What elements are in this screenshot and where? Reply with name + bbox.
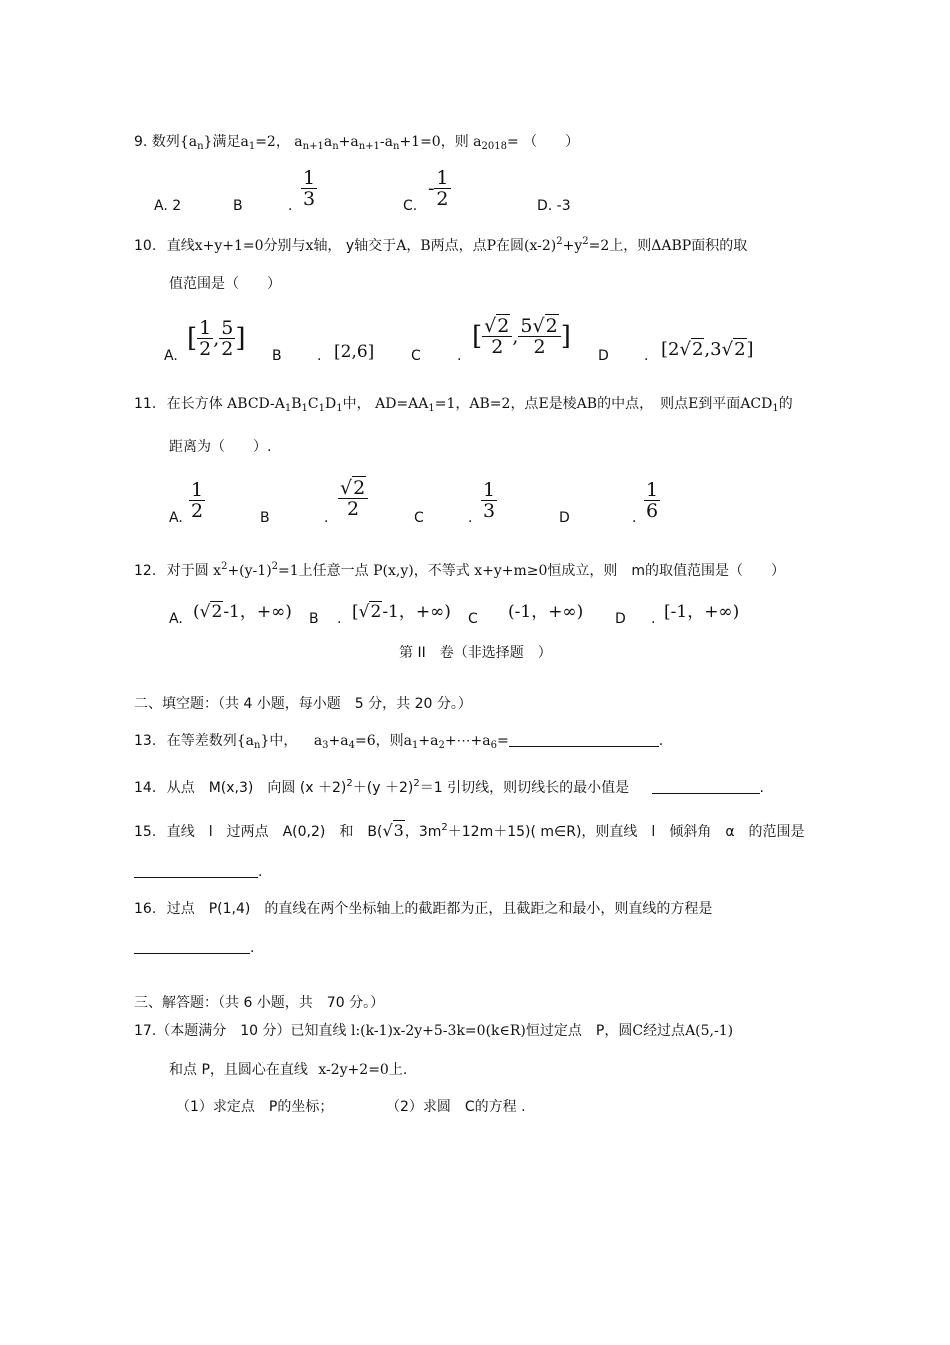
q17-number: 17. (134, 1023, 157, 1039)
q12-option-d-value: [-1，+∞) (664, 602, 740, 622)
section-solutions-heading: 三、解答题：（共 6 小题，共 70 分。） (134, 995, 385, 1011)
q16-answer-blank[interactable] (134, 939, 250, 954)
q9-stem: 9. 数列$\{a_n\}$满足$a_1=2$， $a_{n+1}a_n+a_{n+1}-a_n+1=0$，则 $a_{2018}=$ （ ） (134, 134, 580, 152)
q14-answer-blank[interactable] (652, 779, 760, 794)
q11-option-a-fraction: $\frac{1}{2}$ (191, 479, 204, 522)
q9-option-c-fraction: - $\frac{1}{2}$ (428, 167, 449, 210)
q15-answer-line: . (134, 862, 262, 882)
q10-stem-line2: 值范围是（ ） (169, 276, 281, 292)
q11-option-c-fraction: $\frac{1}{3}$ (483, 479, 496, 522)
q9-option-b-fraction: $\frac{1}{3}$ (303, 167, 316, 210)
q13-number: 13. (134, 733, 157, 749)
q10-option-c[interactable]: C (411, 348, 421, 364)
q9-option-a[interactable]: A. 2 (154, 198, 182, 214)
q12-option-d[interactable]: D (615, 611, 626, 627)
q10-option-c-interval: [ $\frac{√2}{2}$ , $\frac{5√2}{2}$ ] (472, 315, 571, 358)
q11-option-c[interactable]: C (414, 510, 424, 526)
q10-option-b-interval: [2,6] (334, 342, 375, 362)
part-two-heading: 第 II 卷（非选择题 ） (399, 645, 552, 661)
q9-option-c[interactable]: C. (403, 198, 418, 214)
q10-option-b[interactable]: B (272, 348, 282, 364)
q12-option-c-value: (-1，+∞) (508, 602, 584, 622)
q10-option-d-interval: [2√2,3√2] (661, 339, 754, 360)
q9-option-b[interactable]: B (233, 198, 243, 214)
q12-option-c[interactable]: C (468, 611, 478, 627)
q11-number: 11. (134, 396, 157, 412)
q10-option-a-interval: [ $\frac{1}{2}$ , $\frac{5}{2}$ ] (187, 317, 246, 360)
q10-option-d[interactable]: D (598, 348, 609, 364)
q16-stem: 16. 过点 P(1,4) 的直线在两个坐标轴上的截距都为正，且截距之和最小，则直线的方程是 (134, 901, 713, 917)
q17-stem: 17.（本题满分 10 分）已知直线 l:(k-1)x-2y+5-3k=0(k∈R)恒过定点 P，圆C经过点A(5,-1) (134, 1023, 734, 1039)
q17-part-2: （2）求圆 C的方程 . (386, 1099, 526, 1115)
q17-part-1: （1）求定点 P的坐标； (176, 1099, 334, 1115)
q9-option-d[interactable]: D. -3 (537, 198, 571, 214)
q14-number: 14. (134, 780, 157, 796)
section-fill-in-heading: 二、填空题：（共 4 小题，每小题 5 分，共 20 分。） (134, 696, 472, 712)
q11-option-d-fraction: $\frac{1}{6}$ (646, 479, 659, 522)
q11-option-d[interactable]: D (559, 510, 570, 526)
q12-option-a-value: (√2-1，+∞) (193, 602, 292, 622)
q11-option-b-fraction: $\frac{√2}{2}$ (338, 478, 368, 519)
q10-stem: 10. 直线x+y+1=0分别与x轴， y轴交于A，B两点，点P在圆$(x-2)^2+y^2=2$上，则ΔABP面积的取 (134, 236, 748, 254)
q15-number: 15. (134, 824, 157, 840)
q17-stem-line2: 和点 P，且圆心在直线 x-2y+2=0上. (169, 1062, 408, 1078)
q14-stem: 14. 从点 M(x,3) 向圆 $(x +2)^2+(y +2)^2=1$ 引切线，则切线长的最小值是 . (134, 778, 764, 796)
q11-option-b[interactable]: B (260, 510, 270, 526)
q9-number: 9. (134, 134, 148, 150)
q10-option-a[interactable]: A. (164, 348, 178, 364)
q16-answer-line: . (134, 938, 254, 958)
q10-number: 10. (134, 238, 157, 254)
q11-stem: 11. 在长方体 ABCD-$A_1B_1C_1D_1$中， $AD=AA_1=1$，AB=2，点E是棱AB的中点， 则点E到平面$ACD_1$的 (134, 396, 793, 414)
q16-number: 16. (134, 901, 157, 917)
q11-stem-line2: 距离为（ ）. (169, 439, 272, 455)
q12-option-b[interactable]: B (309, 611, 319, 627)
q12-option-b-value: [√2-1，+∞) (352, 602, 451, 622)
q13-answer-blank[interactable] (509, 732, 659, 747)
q12-stem: 12. 对于圆 $x^2+(y-1)^2=1$上任意一点 P(x,y)，不等式 x+y+m≥0恒成立，则 m的取值范围是（ ） (134, 561, 786, 579)
q15-answer-blank[interactable] (134, 863, 258, 878)
q11-option-a[interactable]: A. (169, 510, 183, 526)
q12-number: 12. (134, 563, 157, 579)
q12-option-a[interactable]: A. (169, 611, 183, 627)
q13-stem: 13. 在等差数列$\{a_n\}$中， $a_3+a_4=6$，则$a_1+a_2+\cdots+a_6=$ . (134, 733, 664, 751)
q9-recurrence: $a_{n+1}a_n+a_{n+1}-a_n+1=0$ (294, 134, 441, 152)
q15-stem: 15. 直线 l 过两点 A(0,2) 和 B(√3，$3m^2+12m+15$)( m∈R)，则直线 l 倾斜角 α 的范围是 (134, 821, 805, 840)
